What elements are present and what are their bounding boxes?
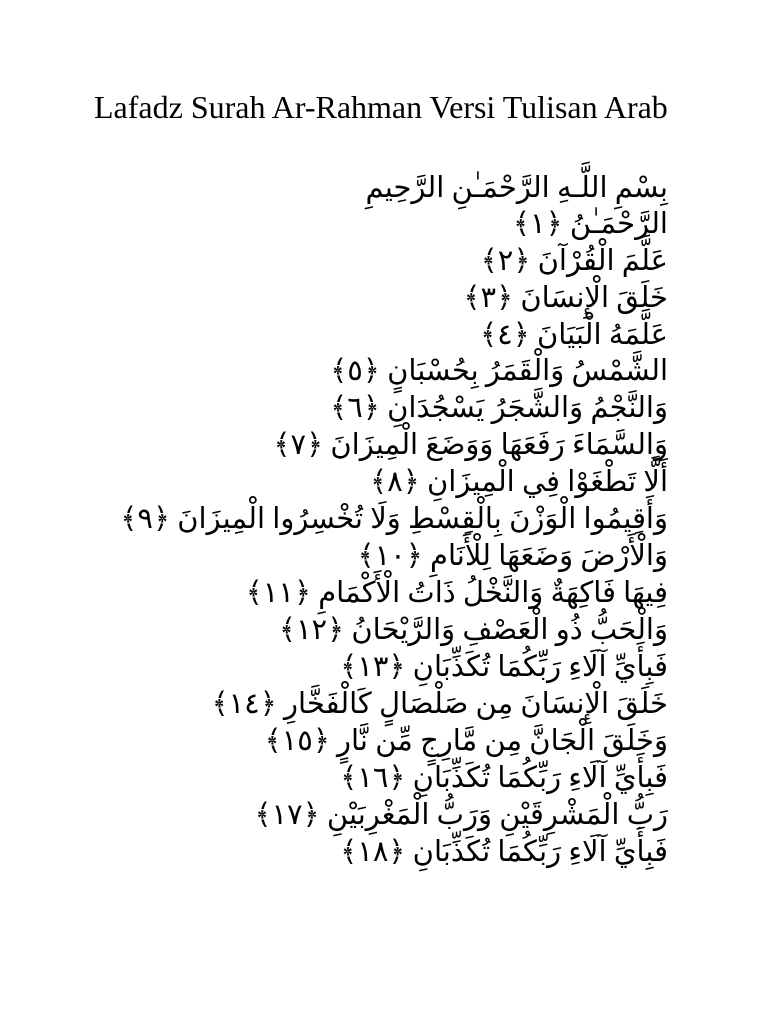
verse-line: وَخَلَقَ الْجَانَّ مِن مَّارِجٍ مِّن نَّارٍ ﴿١٥﴾ [264,725,668,757]
verse-line: وَالسَّمَاءَ رَفَعَهَا وَوَضَعَ الْمِيزَانَ ﴿٧﴾ [273,429,668,461]
verse-line: فَبِأَيِّ آلَاءِ رَبِّكُمَا تُكَذِّبَانِ ﴿١٨﴾ [340,836,668,868]
basmala-line: بِسْمِ اللَّـهِ الرَّحْمَـٰنِ الرَّحِيمِ [365,172,668,204]
verse-line: الرَّحْمَـٰنُ ﴿١﴾ [513,208,668,240]
verse-line: فَبِأَيِّ آلَاءِ رَبِّكُمَا تُكَذِّبَانِ ﴿١٦﴾ [340,762,668,794]
verse-line: وَالْحَبُّ ذُو الْعَصْفِ وَالرَّيْحَانُ ﴿١٢﴾ [278,614,668,646]
verse-line: وَالنَّجْمُ وَالشَّجَرُ يَسْجُدَانِ ﴿٦﴾ [330,392,668,424]
verse-line: رَبُّ الْمَشْرِقَيْنِ وَرَبُّ الْمَغْرِبَيْنِ ﴿١٧﴾ [254,799,668,831]
verse-line: فَبِأَيِّ آلَاءِ رَبِّكُمَا تُكَذِّبَانِ ﴿١٣﴾ [340,651,668,683]
verse-line: فِيهَا فَاكِهَةٌ وَالنَّخْلُ ذَاتُ الْأَكْمَامِ ﴿١١﴾ [245,577,668,609]
verse-line: الشَّمْسُ وَالْقَمَرُ بِحُسْبَانٍ ﴿٥﴾ [330,355,668,387]
verse-line: وَالْأَرْضَ وَضَعَهَا لِلْأَنَامِ ﴿١٠﴾ [357,540,668,572]
verse-line: عَلَّمَهُ الْبَيَانَ ﴿٤﴾ [480,319,668,351]
verse-line: عَلَّمَ الْقُرْآنَ ﴿٢﴾ [480,245,668,277]
page-title: Lafadz Surah Ar-Rahman Versi Tulisan Arab [94,89,668,125]
verse-line: وَأَقِيمُوا الْوَزْنَ بِالْقِسْطِ وَلَا تُخْسِرُوا الْمِيزَانَ ﴿٩﴾ [120,503,668,535]
verse-line: خَلَقَ الْإِنسَانَ مِن صَلْصَالٍ كَالْفَخَّارِ ﴿١٤﴾ [211,688,668,720]
verse-line: أَلَّا تَطْغَوْا فِي الْمِيزَانِ ﴿٨﴾ [370,466,668,498]
verse-line: خَلَقَ الْإِنسَانَ ﴿٣﴾ [463,282,668,314]
